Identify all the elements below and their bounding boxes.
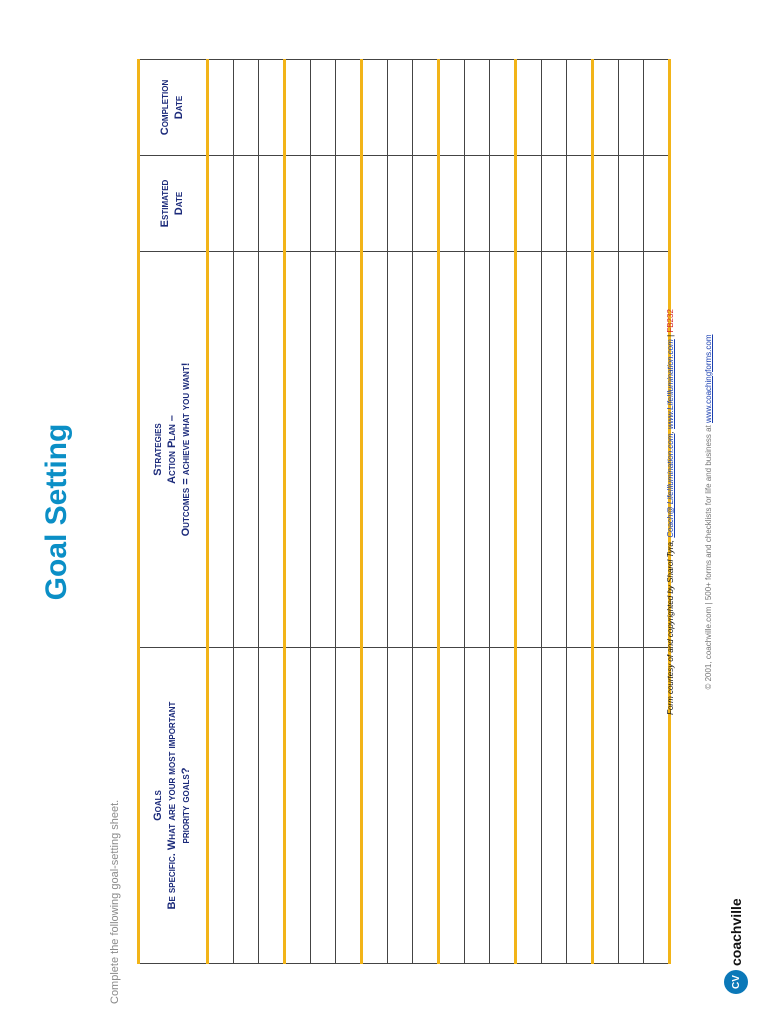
coachville-logo <box>724 898 748 994</box>
header-estimated-date <box>139 156 208 252</box>
header-strategies-title: Strategies <box>152 423 165 476</box>
goal-cell[interactable] <box>336 648 362 964</box>
goal-cell[interactable] <box>259 648 285 964</box>
strategy-cell[interactable] <box>336 252 362 648</box>
table-row <box>465 60 490 964</box>
completion-date-cell[interactable] <box>619 60 644 156</box>
strategy-cell[interactable] <box>208 252 234 648</box>
completion-date-cell[interactable] <box>388 60 413 156</box>
estimated-date-cell[interactable] <box>311 156 336 252</box>
strategy-cell[interactable] <box>259 252 285 648</box>
header-completion-date <box>139 60 208 156</box>
estimated-date-cell[interactable] <box>567 156 593 252</box>
estimated-date-cell[interactable] <box>285 156 311 252</box>
goal-cell[interactable] <box>490 648 516 964</box>
goal-setting-table <box>137 59 671 964</box>
table-row <box>619 60 644 964</box>
header-strategies-line2: Action Plan – <box>166 415 179 484</box>
completion-date-cell[interactable] <box>336 60 362 156</box>
credit-email-link[interactable]: Coach@ LifeIllumination.com <box>666 433 675 538</box>
page-title: Goal Setting <box>40 423 73 601</box>
completion-date-cell[interactable] <box>516 60 542 156</box>
table-row <box>234 60 259 964</box>
header-goals-line3: priority goals? <box>179 767 192 844</box>
estimated-date-cell[interactable] <box>619 156 644 252</box>
header-strategies <box>139 252 208 648</box>
strategy-cell[interactable] <box>465 252 490 648</box>
goal-cell[interactable] <box>465 648 490 964</box>
footer-copyright <box>704 0 713 1024</box>
completion-date-cell[interactable] <box>285 60 311 156</box>
table-row <box>208 60 234 964</box>
table-row <box>362 60 388 964</box>
strategy-cell[interactable] <box>567 252 593 648</box>
header-goals-line2: Be specific. What are your most important <box>166 701 179 910</box>
goal-cell[interactable] <box>388 648 413 964</box>
completion-date-cell[interactable] <box>439 60 465 156</box>
goal-cell[interactable] <box>516 648 542 964</box>
goal-cell[interactable] <box>208 648 234 964</box>
completion-date-cell[interactable] <box>567 60 593 156</box>
table-row <box>336 60 362 964</box>
strategy-cell[interactable] <box>619 252 644 648</box>
strategy-cell[interactable] <box>490 252 516 648</box>
table-row <box>388 60 413 964</box>
table-row <box>490 60 516 964</box>
header-completion-line1: Completion <box>159 79 172 136</box>
estimated-date-cell[interactable] <box>542 156 567 252</box>
header-estimated-line2: Date <box>173 191 185 216</box>
goal-cell[interactable] <box>362 648 388 964</box>
strategy-cell[interactable] <box>542 252 567 648</box>
header-completion-line2: Date <box>173 95 185 120</box>
header-goals <box>139 648 208 964</box>
strategy-cell[interactable] <box>593 252 619 648</box>
completion-date-cell[interactable] <box>234 60 259 156</box>
strategy-cell[interactable] <box>234 252 259 648</box>
estimated-date-cell[interactable] <box>413 156 439 252</box>
goal-cell[interactable] <box>413 648 439 964</box>
estimated-date-cell[interactable] <box>259 156 285 252</box>
strategy-cell[interactable] <box>439 252 465 648</box>
table-header-row <box>139 60 208 964</box>
goal-cell[interactable] <box>234 648 259 964</box>
header-estimated-line1: Estimated <box>159 179 172 228</box>
instructions-text: Complete the following goal-setting sheet. <box>109 799 121 1004</box>
estimated-date-cell[interactable] <box>439 156 465 252</box>
header-strategies-line3: Outcomes = achieve what you want! <box>179 362 192 537</box>
completion-date-cell[interactable] <box>490 60 516 156</box>
estimated-date-cell[interactable] <box>362 156 388 252</box>
credit-website-link[interactable]: www.LifeIllumination.com <box>666 339 675 430</box>
estimated-date-cell[interactable] <box>388 156 413 252</box>
estimated-date-cell[interactable] <box>593 156 619 252</box>
header-goals-title: Goals <box>152 790 165 821</box>
logo-badge: CV <box>724 970 748 994</box>
completion-date-cell[interactable] <box>413 60 439 156</box>
estimated-date-cell[interactable] <box>208 156 234 252</box>
table-row <box>439 60 465 964</box>
credit-text: Form courtesy of and copyrighted by Sharol Tyra, <box>666 537 675 715</box>
estimated-date-cell[interactable] <box>234 156 259 252</box>
footer-credit <box>666 0 675 1024</box>
goal-cell[interactable] <box>542 648 567 964</box>
table-row <box>593 60 619 964</box>
goal-cell[interactable] <box>567 648 593 964</box>
table-row <box>567 60 593 964</box>
estimated-date-cell[interactable] <box>490 156 516 252</box>
coachingforms-link[interactable]: www.coachingforms.com <box>704 334 713 423</box>
strategy-cell[interactable] <box>516 252 542 648</box>
goal-cell[interactable] <box>593 648 619 964</box>
estimated-date-cell[interactable] <box>465 156 490 252</box>
logo-wordmark: coachville <box>728 898 744 966</box>
table-row <box>285 60 311 964</box>
table-row <box>259 60 285 964</box>
strategy-cell[interactable] <box>413 252 439 648</box>
table-row <box>542 60 567 964</box>
credit-code-separator: | <box>666 332 675 340</box>
table-row <box>413 60 439 964</box>
table-row <box>516 60 542 964</box>
goal-cell[interactable] <box>619 648 644 964</box>
goal-table-body <box>208 60 670 964</box>
strategy-cell[interactable] <box>311 252 336 648</box>
copyright-text: © 2001, coachville.com | 500+ forms and checklists for life and business at <box>704 422 713 690</box>
completion-date-cell[interactable] <box>542 60 567 156</box>
estimated-date-cell[interactable] <box>516 156 542 252</box>
table-row <box>311 60 336 964</box>
form-code: FB232 <box>666 309 675 333</box>
strategy-cell[interactable] <box>285 252 311 648</box>
completion-date-cell[interactable] <box>208 60 234 156</box>
completion-date-cell[interactable] <box>311 60 336 156</box>
completion-date-cell[interactable] <box>465 60 490 156</box>
completion-date-cell[interactable] <box>362 60 388 156</box>
completion-date-cell[interactable] <box>593 60 619 156</box>
strategy-cell[interactable] <box>362 252 388 648</box>
estimated-date-cell[interactable] <box>336 156 362 252</box>
goal-cell[interactable] <box>311 648 336 964</box>
completion-date-cell[interactable] <box>259 60 285 156</box>
strategy-cell[interactable] <box>388 252 413 648</box>
goal-cell[interactable] <box>285 648 311 964</box>
credit-separator: , <box>666 429 675 434</box>
goal-cell[interactable] <box>439 648 465 964</box>
